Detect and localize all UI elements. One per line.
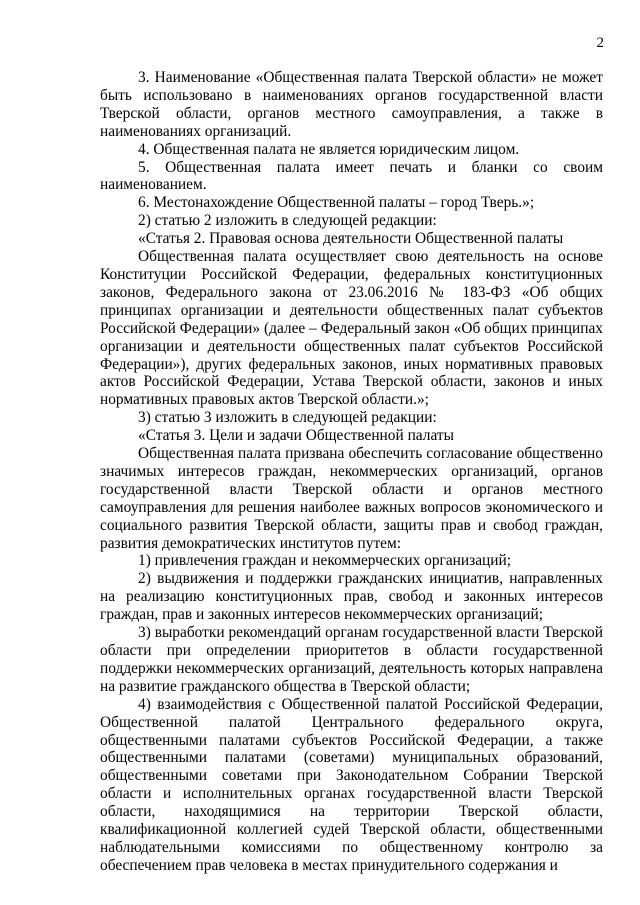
article2-heading: «Статья 2. Правовая основа деятельности Общественной палаты bbox=[138, 230, 564, 248]
document-body bbox=[100, 69, 603, 875]
article3-intro: Общественная палата призвана обеспечить согласование общественно значимых интересов граждан, некоммерческих организаций, органов государственной власти Тверской области и органов местного самоуправления для решения наиболее важных вопросов экономического и социального развития Тверской области, защиты прав и свобод граждан, развития демократических институтов путем: bbox=[100, 445, 603, 552]
paragraph-item6-location: 6. Местонахождение Общественной палаты – город Тверь.»; bbox=[138, 194, 535, 212]
article3-item4: 4) взаимодействия с Общественной палатой Российской Федерации, Общественной палатой Центрального федерального округа, общественными палатами субъектов Российской Федерации, а также общественными палатами (советами) муниципальных образований, общественными советами при Законодательном Собрании Тверской области и исполнительных органах государственной власти Тверской области, находящимися на территории Тверской области, квалификационной коллегией судей Тверской области, общественными наблюдательными комиссиями по общественному контролю за обеспечением прав человека в местах принудительного содержания и bbox=[100, 695, 603, 874]
paragraph-amend-article2: 2) статью 2 изложить в следующей редакции: bbox=[138, 212, 437, 230]
paragraph-amend-article3: 3) статью 3 изложить в следующей редакции: bbox=[138, 409, 437, 427]
page-number: 2 bbox=[596, 35, 604, 51]
article2-body: Общественная палата осуществляет свою деятельность на основе Конституции Российской Федерации, федеральных конституционных законов, Федерального закона от 23.06.2016 № 183-ФЗ «Об общих принципах организации и деятельности общественных палат субъектов Российской Федерации» (далее – Федеральный закон «Об общих принципах организации и деятельности общественных палат субъектов Российской Федерации»), других федеральных законов, иных нормативных правовых актов Российской Федерации, Устава Тверской области, законов и иных нормативных правовых актов Тверской области.»; bbox=[100, 248, 603, 409]
paragraph-item3-name: 3. Наименование «Общественная палата Тверской области» не может быть использовано в наименованиях органов государственной власти Тверской области, органов местного самоуправления, а также в наименованиях организаций. bbox=[100, 69, 603, 140]
paragraph-item5-seal: 5. Общественная палата имеет печать и бланки со своим наименованием. bbox=[100, 158, 603, 194]
article3-item1: 1) привлечения граждан и некоммерческих организаций; bbox=[138, 552, 512, 570]
article3-item2: 2) выдвижения и поддержки гражданских инициатив, направленных на реализацию конституционных прав, свобод и законных интересов граждан, прав и законных интересов некоммерческих организаций; bbox=[100, 570, 603, 624]
article3-heading: «Статья 3. Цели и задачи Общественной палаты bbox=[138, 427, 454, 445]
article3-item3: 3) выработки рекомендаций органам государственной власти Тверской области при определении приоритетов в области государственной поддержки некоммерческих организаций, деятельность которых направлена на развитие гражданского общества в Тверской области; bbox=[100, 624, 603, 695]
paragraph-item4-legal-entity: 4. Общественная палата не является юридическим лицом. bbox=[138, 140, 520, 158]
